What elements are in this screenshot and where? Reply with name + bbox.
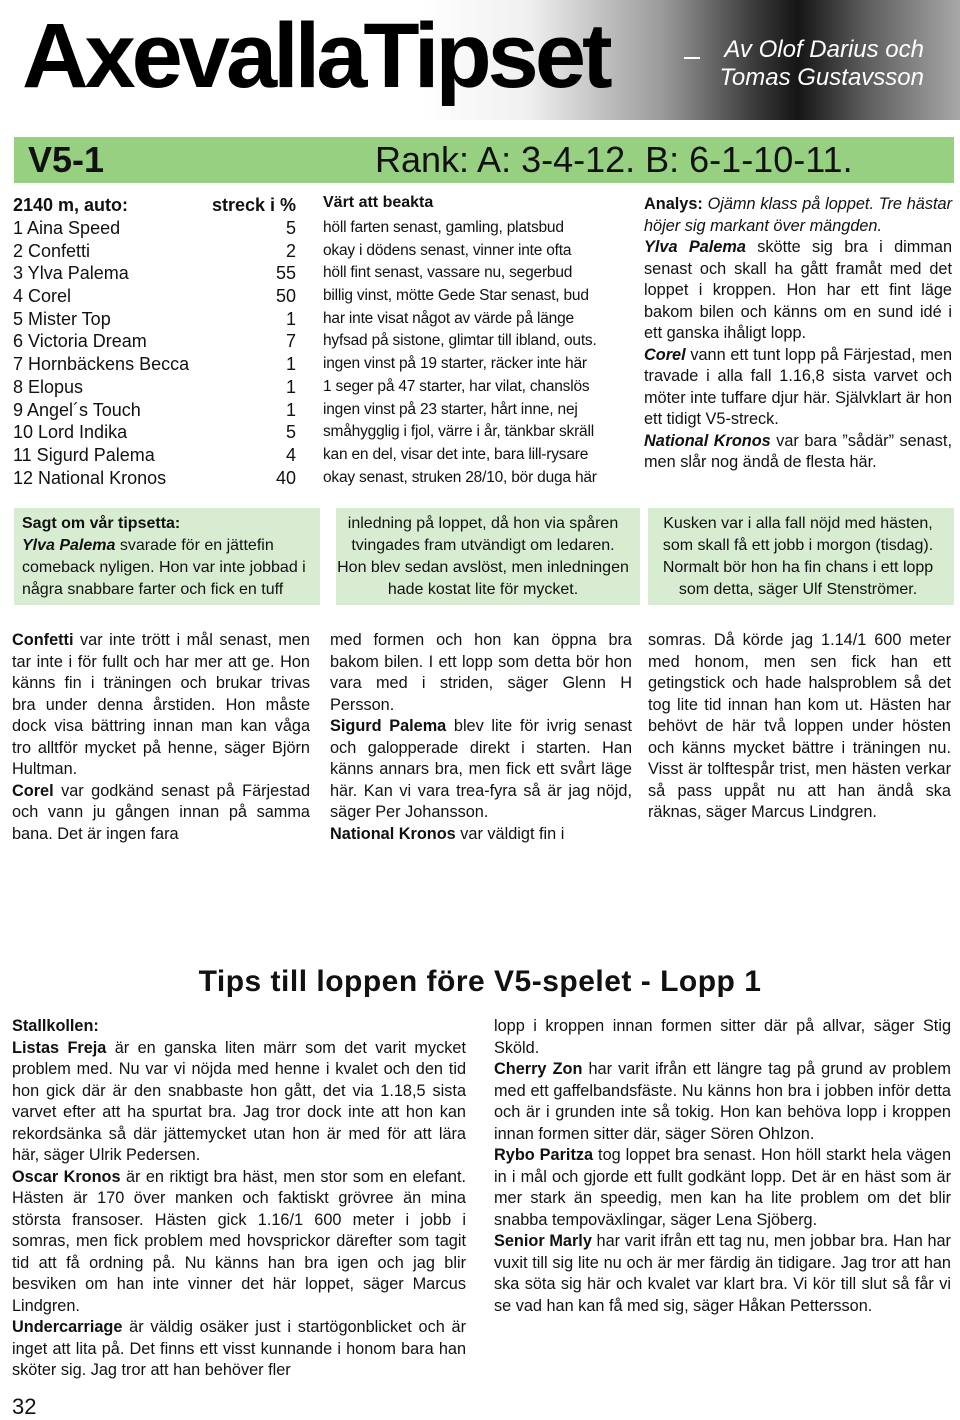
analysis-label: Analys: [644,195,703,213]
article-paragraph: var väldigt fin i [455,824,565,843]
note-line: ingen vinst på 19 starter, räcker inte här [323,355,587,373]
note-line: höll farten senast, gamling, platsbud [323,219,564,236]
horse-highlight: National Kronos [330,824,456,843]
horse-name: 2 Confetti [13,240,91,261]
startlist-row [13,421,296,444]
horse-highlight: Ylva Palema [22,537,116,554]
stall-paragraph: är en riktigt bra häst, men stor som en elefant. Hästen är 170 över manken och faktiskt grövree än mina största fransoser. Hästen gick 1.16/1 600 meter i jobb i somras, men fick problem med hovsprickor därefter som tagit tid att få ordning på. Nu känns han bra igen och jag blir besviken om han inte vinner det här loppet, säger Marcus Lindgren. [12,1167,466,1315]
quote-text: Kusken var i alla fall nöjd med hästen, som skall få ett jobb i morgon (tisdag). Normalt bör hon ha fin chans i ett lopp som detta, säger Ulf Stenströmer. [662,515,934,598]
stall-label: Stallkollen: [12,1017,99,1035]
analysis-paragraph: skötte sig bra i dimman senast och skall ha gått framåt med det loppet i kroppen. Hon har ett fint läge bakom bilen och känns om en sund idé i ett ganska ihåligt lopp. [644,238,952,342]
horse-percent: 5 [285,218,296,238]
analysis-paragraph: vann ett tunt lopp på Färjestad, men travade i alla fall 1.16,8 sista varvet och möter inte tuffare djur här. Självklart är hon ett tidigt V5-streck. [644,345,952,428]
horse-percent: 2 [285,240,296,261]
notes-list [323,217,629,489]
horse-name: 4 Corel [13,286,72,307]
stall-paragraph: är väldig osäker just i startögonblicket och är inget att lita på. Det finns ett visst kunnande i honom bara han sköter sig. Jag tror att han behöver fler [12,1318,466,1379]
stall-paragraph: har varit ifrån ett tag nu, men jobbar bra. Han har vuxit till sig lite nu och är mer färdig än tidigare. Jag tror att han ska söta sig här och kvalet var klart bra. Vi kör till slut så får vi se vad han kan få med sig, säger Håkan Pettersson. [494,1232,951,1315]
race-id: V5-1 [28,139,105,180]
note-line: kan en del, visar det inte, bara lill-rysare [323,445,589,463]
analysis-paragraph: var bara ”sådär” senast, men slår nog ändå de flesta här. [644,431,952,471]
byline-rule [684,57,700,59]
stall-paragraph: tog loppet bra senast. Hon höll starkt hela vägen in i mål och gjorde ett fullt godkänt lopp. Det är en häst som är mer stark än speedig, men kan ha lite problem om det blir snabba tempoväxlingar, säger Lena Sjöberg. [494,1146,952,1229]
horse-highlight: Sigurd Palema [330,717,447,735]
quote-paragraph: svarade för en jättefin comeback nyligen. Hon var inte jobbad i några snabbare farter och fick en tuff [22,537,306,598]
analysis-intro: Ojämn klass på loppet. Tre hästar höjer sig markant över mängden. [644,195,952,235]
note-line: har inte visat något av värde på länge [323,309,574,327]
horse-name: 11 Sigurd Palema [13,444,155,465]
horse-name: 3 Ylva Palema [13,263,129,284]
horse-percent: 1 [285,354,296,375]
startlist-row [13,330,296,353]
horse-highlight: Undercarriage [12,1318,123,1336]
note-line: hyfsad på sistone, glimtar till ibland, outs. [323,332,597,350]
stall-column [12,1016,466,1382]
startlist-row [13,399,296,422]
notes-title: Värt att beakta [323,194,434,211]
quote-label: Sagt om vår tipsetta: [22,515,181,532]
horse-highlight: Cherry Zon [494,1060,583,1078]
article-paragraph: blev lite för ivrig senast och galopperade direkt i starten. Han känns annars bra, men fick ett svårt läge här. Kan vi vara trea-fyra så är jag nöjd, säger Per Johansson. [330,717,632,821]
article-column [330,630,632,845]
horse-highlight: Corel [644,345,686,364]
horse-name: 8 Elopus [13,376,84,397]
horse-highlight: Rybo Paritza [494,1146,594,1164]
startlist-row [13,262,296,285]
article-column: somras. Då körde jag 1.14/1 600 meter med honom, men sen fick han ett getingstick och hade halsproblem så det tog lite tid innan han kom ut. Hästen har behövt de här två loppen under hösten och känns mycket bättre i träningen nu. Visst är tolftespår trist, men hästen verkar så pass uppåt nu att han ändå ska räknas, säger Marcus Lindgren. [648,631,951,821]
article-paragraph: var godkänd senast på Färjestad och vann ju gången innan på samma bana. Det är ingen fara [12,781,310,843]
note-line: ingen vinst på 23 starter, hårt inne, nej [323,400,578,418]
horse-percent: 5 [285,422,296,443]
horse-name: 9 Angel´s Touch [13,399,141,420]
note-line: okay senast, struken 28/10, bör duga här [323,468,597,486]
note-line: billig vinst, mötte Gede Star senast, bud [323,287,589,305]
horse-percent: 4 [285,444,296,465]
distance-label: 2140 m, auto: [13,195,129,215]
startlist [13,217,296,489]
stall-paragraph: lopp i kroppen innan formen sitter där på allvar, säger Stig Sköld. [494,1017,951,1057]
horse-name: 10 Lord Indika [13,422,128,443]
quote-text [22,513,310,601]
percent-header: streck i % [211,195,296,215]
article-paragraph: med formen och hon kan öppna bra bakom bilen. I ett lopp som detta bör hon vara med i striden, säger Glenn H Persson. [330,631,632,714]
startlist-row [13,308,296,331]
byline-line-1: Av Olof Darius och [724,36,924,63]
horse-percent: 40 [275,467,296,488]
note-line: höll fint senast, vassare nu, segerbud [323,264,573,282]
byline-line-2: Tomas Gustavsson [719,64,924,91]
horse-highlight: Corel [12,781,54,800]
stall-paragraph: har varit ifrån ett längre tag på grund av problem med ett gaffelbandsfäste. Nu känns hon bra i jobben inför detta och är i grunden inte så tokig. Hon kan behöva lopp i kroppen innan formen sitter där, säger Sören Ohlzon. [494,1060,951,1143]
horse-highlight: Oscar Kronos [12,1167,121,1186]
page-header [0,0,960,120]
analysis-text [644,194,952,474]
page-number: 32 [12,1394,37,1419]
note-line: småhygglig i fjol, värre i år, tänkbar skräll [323,423,594,441]
horse-percent: 7 [285,331,296,352]
horse-name: 12 National Kronos [13,467,167,488]
horse-percent: 1 [285,399,296,420]
stall-column [494,1016,951,1317]
horse-name: 5 Mister Top [13,308,111,329]
startlist-header [13,194,296,217]
horse-highlight: Ylva Palema [644,238,746,256]
article-paragraph: var inte trött i mål senast, men tar inte i för fullt och har mer att ge. Hon känns fin i träningen och brukar trivas bra under denna årstiden. Hon måste dock visa bättring innan man kan våga tro alltför mycket på henne, säger Björn Hultman. [12,631,310,778]
horse-highlight: Confetti [12,631,74,649]
horse-percent: 1 [285,308,296,329]
note-line: 1 seger på 47 starter, har vilat, chanslös [323,377,590,395]
startlist-row [13,285,296,308]
horse-percent: 1 [285,376,296,397]
horse-name: 6 Victoria Dream [13,331,147,352]
horse-highlight: Senior Marly [494,1232,592,1250]
startlist-row [13,217,296,240]
horse-name: 1 Aina Speed [13,218,121,238]
article-column [12,630,310,845]
horse-highlight: National Kronos [644,431,771,450]
startlist-row [13,444,296,467]
horse-percent: 55 [275,263,296,284]
publication-logo: AxevallaTipset [22,5,609,107]
startlist-row [13,376,296,399]
note-line: okay i dödens senast, vinner inte ofta [323,241,572,259]
quote-text: inledning på loppet, då hon via spåren tvingades fram utvändigt om ledaren. Hon blev sedan avslöst, men inledningen hade kostat lite för mycket. [337,515,629,598]
race-rank: Rank: A: 3-4-12. B: 6-1-10-11. [375,139,853,180]
startlist-row [13,467,296,490]
startlist-row [13,240,296,263]
stall-paragraph: är en ganska liten märr som det varit mycket problem med. Nu var vi nöjda med henne i kvalet och den tid hon gick där är den snabbaste hon gått, det via 1.18,5 sista varvet efter att ha spurtat bra. Jag tror dock inte att hon kan rekordsänka så där jättemycket utan hon är med för att lära här, säger Ulrik Pedersen. [12,1038,466,1164]
horse-name: 7 Hornbäckens Becca [13,354,190,375]
section-heading: Tips till loppen före V5-spelet - Lopp 1 [198,965,762,998]
byline [719,36,924,92]
horse-percent: 50 [275,286,296,307]
startlist-row [13,353,296,376]
horse-highlight: Listas Freja [12,1038,107,1057]
